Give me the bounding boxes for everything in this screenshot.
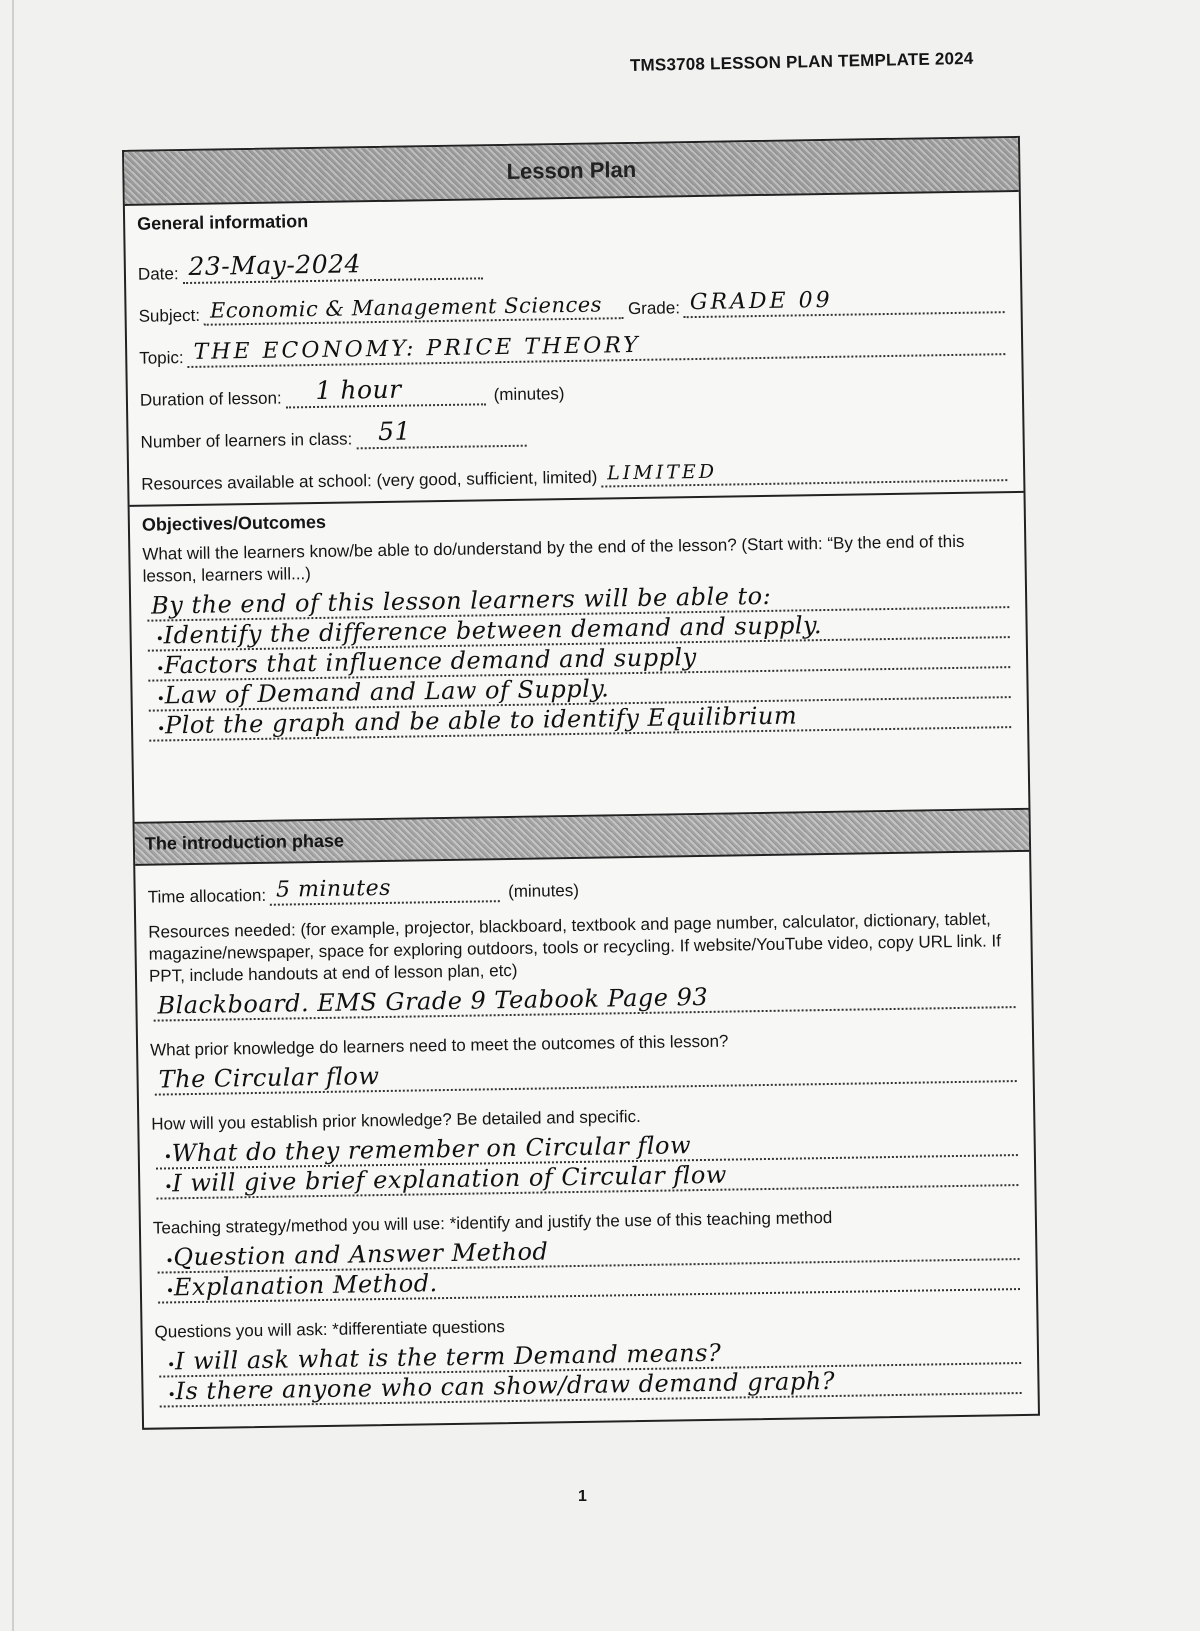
form-title: Lesson Plan xyxy=(124,138,1019,206)
time-row xyxy=(147,858,1017,908)
question-text-1: • I will ask what is the term Demand means? xyxy=(175,1339,722,1376)
objectives-spacer xyxy=(145,728,1016,812)
objectives-prompt: What will the learners know/be able to do/understand by the end of the lesson? (Start with: “By the end of this lesson, learners will...) xyxy=(142,531,965,586)
duration-suffix: (minutes) xyxy=(493,384,565,405)
page-number: 1 xyxy=(578,1488,587,1505)
duration-value: 1 hour xyxy=(315,374,402,405)
topic-value: THE ECONOMY: PRICE THEORY xyxy=(193,332,641,365)
duration-label: Duration of lesson: xyxy=(139,388,282,410)
question-text-2: • Is there anyone who can show/draw demand graph? xyxy=(175,1367,835,1405)
prior-knowledge-answer: The Circular flow xyxy=(158,1062,380,1094)
resources-label: Resources available at school: (very good, sufficient, limited) xyxy=(141,467,598,494)
strategy-text-2: • Explanation Method. xyxy=(174,1269,438,1301)
scan-edge xyxy=(12,0,14,1631)
time-value: 5 minutes xyxy=(275,875,392,903)
lesson-plan-form xyxy=(122,136,1040,1462)
learners-value: 51 xyxy=(377,416,412,447)
date-field[interactable] xyxy=(182,249,482,284)
resources-value: LIMITED xyxy=(607,460,718,485)
strategy-prompt: Teaching strategy/method you will use: *identify and justify the use of this teaching method xyxy=(152,1207,833,1238)
objectives-section xyxy=(130,493,1029,824)
form-box xyxy=(122,136,1040,1430)
establish-prompt: How will you establish prior knowledge? Be detailed and specific. xyxy=(151,1106,641,1134)
resources-field[interactable] xyxy=(601,455,1007,487)
general-information-section xyxy=(125,192,1024,507)
resources-needed-prompt: Resources needed: (for example, projector, blackboard, textbook and page number, calculator, dictionary, tablet, magazine/newspaper, space for exploring outdoors, tools or recycling. If website/YouTube video, copy URL link. If PPT, include handouts at end of lesson plan, etc) xyxy=(148,909,1002,986)
learners-label: Number of learners in class: xyxy=(140,429,353,452)
topic-label: Topic: xyxy=(139,348,184,368)
strategy-text-1: • Question and Answer Method xyxy=(173,1237,548,1271)
establish-text-1: • What do they remember on Circular flow xyxy=(172,1131,692,1167)
date-value: 23-May-2024 xyxy=(188,249,362,281)
duration-field[interactable] xyxy=(285,374,485,408)
questions-prompt: Questions you will ask: *differentiate questions xyxy=(154,1317,505,1342)
time-label: Time allocation: xyxy=(147,885,267,907)
intro-phase-heading: The introduction phase xyxy=(135,810,1030,866)
subject-value: Economic & Management Sciences xyxy=(209,292,603,323)
objective-text-3: • Factors that influence demand and supply xyxy=(164,643,697,679)
time-field[interactable] xyxy=(270,876,500,906)
subject-label: Subject: xyxy=(138,305,201,326)
resources-needed-answer: Blackboard. EMS Grade 9 Teabook Page 93 xyxy=(157,982,709,1020)
objective-text-4: • Law of Demand and Law of Supply. xyxy=(164,674,609,709)
general-heading: General information xyxy=(137,211,309,234)
grade-label: Grade: xyxy=(627,298,681,319)
objective-text-5: • Plot the graph and be able to identify Equilibrium xyxy=(165,701,797,739)
grade-value: GRADE 09 xyxy=(689,287,833,316)
objective-text-1: By the end of this lesson learners will be able to: xyxy=(150,581,772,620)
grade-field[interactable] xyxy=(684,287,1005,318)
intro-section xyxy=(135,852,1038,1428)
template-header: TMS3708 LESSON PLAN TEMPLATE 2024 xyxy=(629,48,974,75)
objectives-heading: Objectives/Outcomes xyxy=(141,511,327,535)
prior-knowledge-prompt: What prior knowledge do learners need to meet the outcomes of this lesson? xyxy=(149,1031,729,1060)
objective-text-2: • Identify the difference between demand and supply. xyxy=(163,611,822,649)
establish-text-2: • I will give brief explanation of Circular flow xyxy=(172,1161,727,1198)
date-label: Date: xyxy=(137,264,179,284)
learners-field[interactable] xyxy=(356,416,526,450)
time-suffix: (minutes) xyxy=(507,880,580,902)
